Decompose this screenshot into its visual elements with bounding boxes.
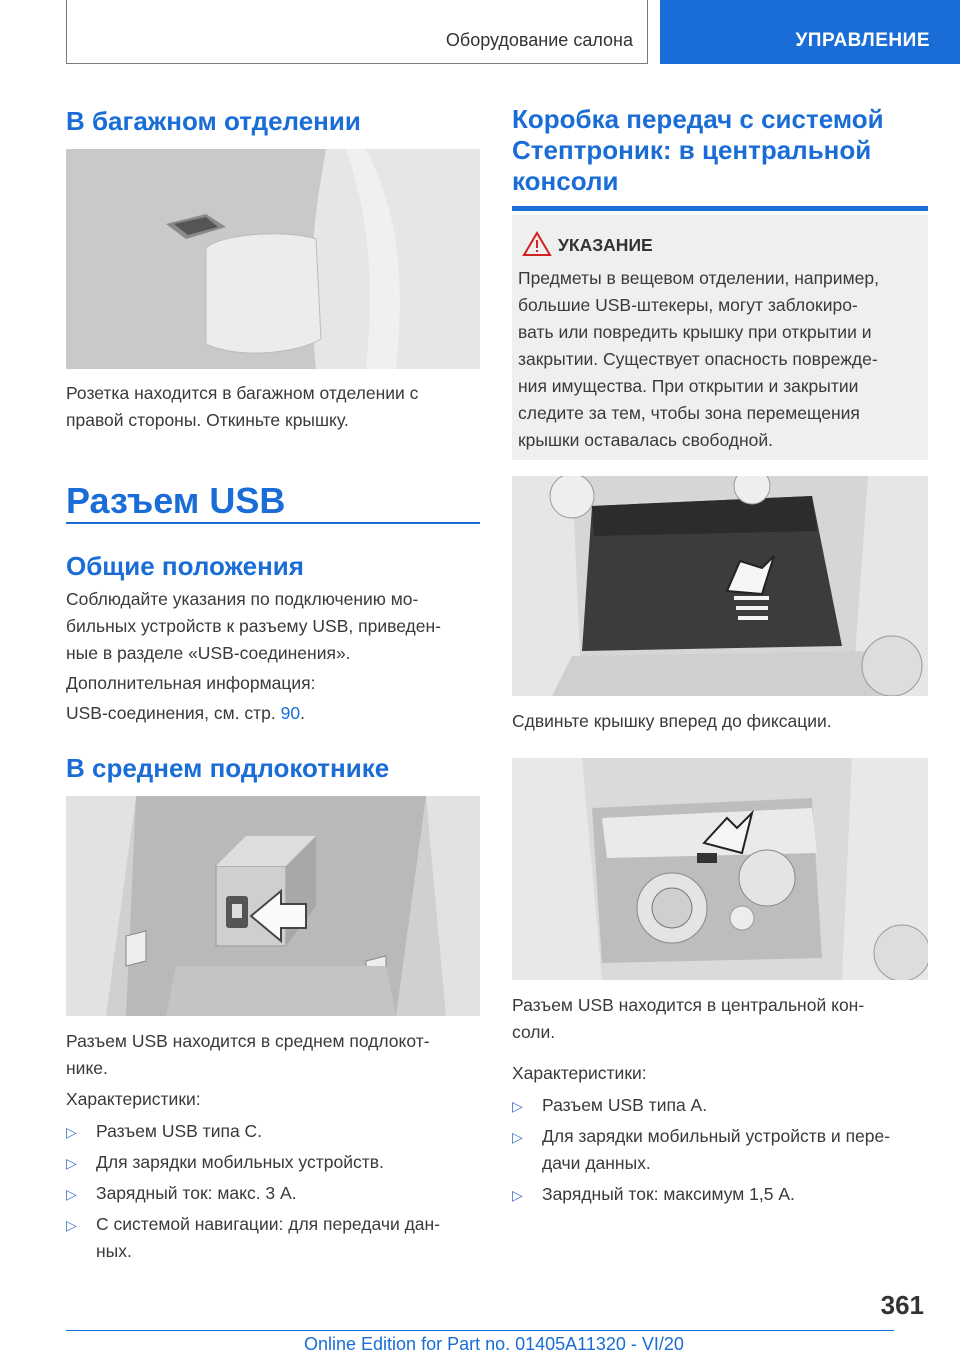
left-bullet-2-text: Для зарядки мобильных устройств. [96,1152,384,1172]
warning-top-bar [512,206,928,211]
header-chapter-title: УПРАВЛЕНИЕ [795,30,930,51]
triangle-bullet-icon: ▷ [66,1155,77,1171]
right-bullet-2-text-1: Для зарядки мобильный устройств и пере- [542,1126,891,1146]
page-90-link[interactable]: 90 [280,703,301,723]
slide-caption: Сдвиньте крышку вперед до фиксации. [512,711,832,731]
armrest-usb-image [66,796,480,1016]
console-heading-3: консоли [512,166,619,196]
left-bullet-1-text: Разъем USB типа C. [96,1121,263,1141]
armrest-text-1: Разъем USB находится в среднем подлокот- [66,1031,430,1051]
see-page-prefix: USB-соединения, см. стр. [66,703,281,723]
console-text-2: соли. [512,1022,556,1042]
warning-title: УКАЗАНИЕ [558,235,653,255]
triangle-bullet-icon: ▷ [512,1098,523,1114]
warning-text-1: Предметы в вещевом отделении, например, [518,268,879,288]
usb-section-title: Разъем USB [66,480,286,521]
usb-title-rule [66,522,480,524]
see-page-suffix: . [300,703,305,723]
page-number: 361 [880,1290,924,1320]
header-chapter-tab[interactable] [660,0,960,64]
armrest-heading: В среднем подлокотнике [66,753,390,783]
see-page-line [66,700,305,727]
left-characteristics-label: Характеристики: [66,1089,201,1109]
warning-text-4: закрытии. Существует опасность поврежде- [518,349,878,369]
trunk-heading: В багажном отделении [66,106,361,136]
warning-text-5: ния имущества. При открытии и закрытии [518,376,859,396]
warning-text-3: вать или повредить крышку при открытии и [518,322,872,342]
console-usb-image [512,758,928,980]
console-text-1: Разъем USB находится в центральной кон- [512,995,865,1015]
triangle-bullet-icon: ▷ [66,1217,77,1233]
console-heading-1: Коробка передач с системой [512,104,884,134]
right-bullet-1-text: Разъем USB типа A. [542,1095,708,1115]
header-section-title: Оборудование салона [445,30,633,50]
warning-triangle-icon [522,231,552,257]
slide-lid-image [512,476,928,696]
left-bullet-3-text: Зарядный ток: макс. 3 A. [96,1183,297,1203]
right-bullet-3-text: Зарядный ток: максимум 1,5 A. [542,1184,795,1204]
armrest-text-2: нике. [66,1058,108,1078]
warning-text-7: крышки оставалась свободной. [518,430,774,450]
trunk-text-1: Розетка находится в багажном отделении с [66,383,419,403]
warning-text-2: большие USB-штекеры, могут заблокиро- [518,295,858,315]
header-section-box [66,0,648,64]
general-text-3: ные в разделе «USB-соединения». [66,643,351,663]
left-bullet-4 [66,1211,480,1267]
trunk-socket-image [66,149,480,369]
general-text-2: бильных устройств к разъему USB, приведен- [66,616,441,636]
warning-text-6: следите за тем, чтобы зона перемещения [518,403,860,423]
triangle-bullet-icon: ▷ [512,1129,523,1145]
right-bullet-2-text-2: дачи данных. [542,1153,651,1173]
more-info-label: Дополнительная информация: [66,673,316,693]
triangle-bullet-icon: ▷ [512,1187,523,1203]
left-bullet-4-text-1: С системой навигации: для передачи дан- [96,1214,441,1234]
triangle-bullet-icon: ▷ [66,1124,77,1140]
right-bullet-2 [512,1123,928,1179]
left-bullet-4-text-2: ных. [96,1241,132,1261]
footer-edition: Online Edition for Part no. 01405A11320 - VI/20 [304,1334,684,1354]
triangle-bullet-icon: ▷ [66,1186,77,1202]
general-text-1: Соблюдайте указания по подключению мо- [66,589,419,609]
right-characteristics-label: Характеристики: [512,1063,647,1083]
footer-rule [66,1330,894,1331]
general-heading: Общие положения [66,551,304,581]
trunk-text-2: правой стороны. Откиньте крышку. [66,410,349,430]
warning-box [512,215,928,460]
console-heading-2: Стептроник: в центральной [512,135,872,165]
